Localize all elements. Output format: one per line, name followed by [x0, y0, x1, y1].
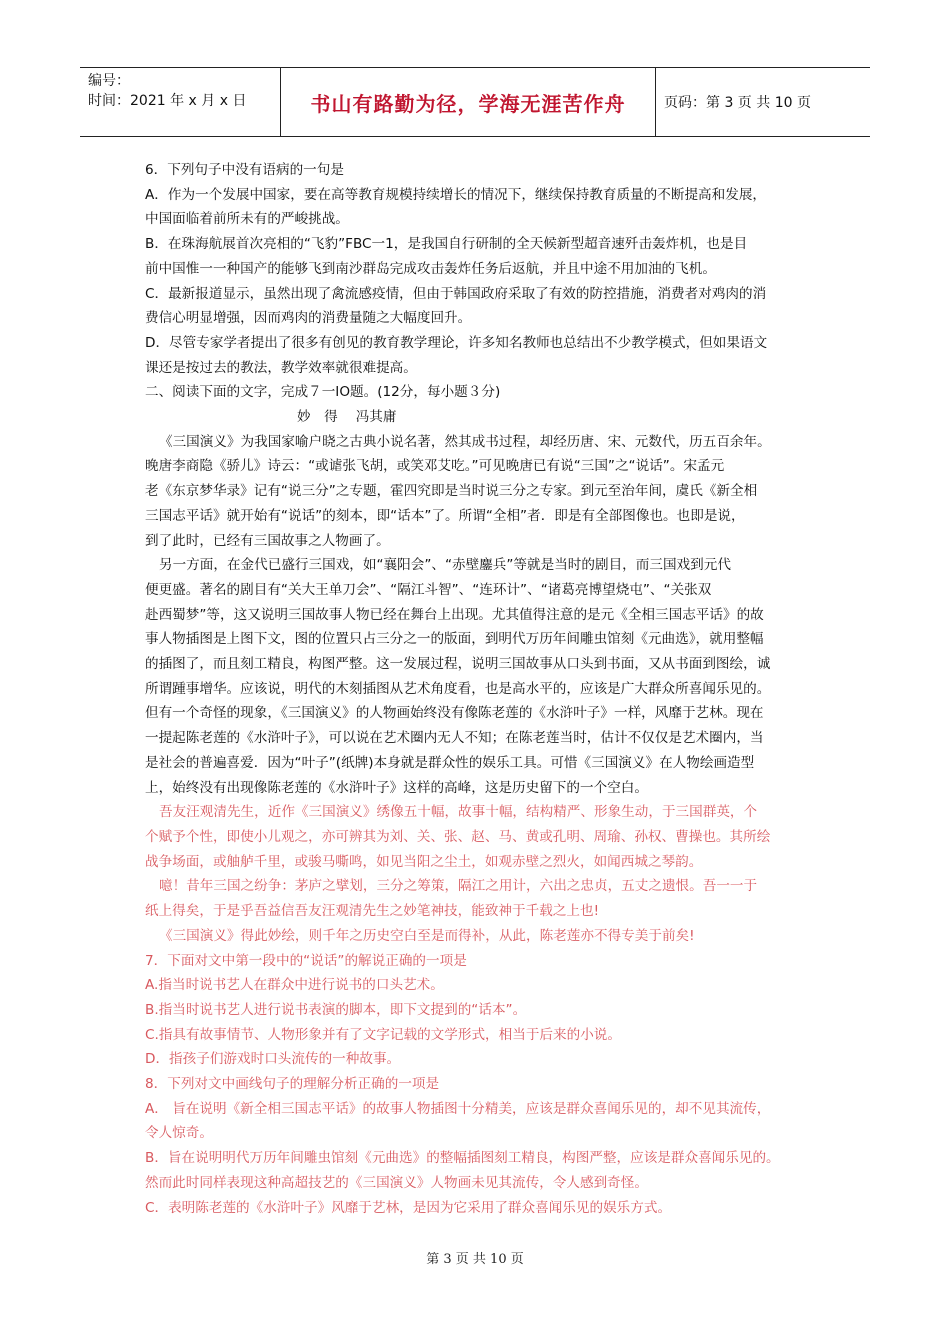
question-6-option-a: A．作为一个发展中国家，要在高等教育规模持续增长的情况下，继续保持教育质量的不断提高和发展，: [145, 186, 767, 203]
document-number: 编号：: [88, 73, 130, 89]
article-paragraph-line: 晚唐李商隐《骄儿》诗云：“或谑张飞胡，或笑邓艾吃。”可见晚唐已有说“三国”之“说话”。宋孟元: [145, 458, 725, 475]
question-6-option-c: C．最新报道显示，虽然出现了禽流感疫情，但由于韩国政府采取了有效的防控措施，消费者对鸡肉的消: [145, 285, 767, 302]
question-6-option-c-cont: 费信心明显增强，因而鸡肉的消费量随之大幅度回升。: [145, 310, 472, 327]
article-paragraph-line: 三国志平话》就开始有“说话”的刻本，即“话本”了。所谓“全相”者．即是有全部图像也。也即是说，: [145, 507, 745, 524]
article-title: 妙 得 冯其庸: [297, 409, 397, 426]
question-8-option-b-cont: 然而此时同样表现这种高超技艺的《三国演义》人物画未见其流传，令人感到奇怪。: [145, 1174, 648, 1191]
article-paragraph-line: 事人物插图是上图下文，图的位置只占三分之一的版面，到明代万历年间雕虫馆刻《元曲选》，就用整幅: [145, 631, 764, 648]
question-7-option-b: B.指当时说书艺人进行说书表演的脚本，即下文提到的“话本”。: [145, 1001, 527, 1018]
question-6-option-d-cont: 课还是按过去的教法，教学效率就很难提高。: [145, 359, 417, 376]
article-paragraph-line-red: 纸上得矣，于是乎吾益信吾友汪观清先生之妙笔神技，能致神于千载之上也!: [145, 903, 600, 920]
article-paragraph-line-red: 个赋予个性，即使小儿观之，亦可辨其为刘、关、张、赵、马、黄或孔明、周瑜、孙权、曹操也。其所绘: [145, 828, 771, 845]
question-8-option-a: A． 旨在说明《新全相三国志平话》的故事人物插图十分精美，应该是群众喜闻乐见的，却不见其流传，: [145, 1100, 771, 1117]
article-paragraph-line-red: 噫！昔年三国之纷争：茅庐之擘划，三分之筹策，隔江之用计，六出之忠贞，五丈之遗恨。吾一一于: [159, 878, 758, 895]
document-body: [145, 158, 815, 1220]
question-6-option-a-cont: 中国面临着前所未有的严峻挑战。: [145, 211, 349, 228]
article-paragraph-line: 《三国演义》为我国家喻户晓之古典小说名著，然其成书过程，却经历唐、宋、元数代，历五百余年。: [159, 433, 771, 450]
question-8-stem: 8．下列对文中画线句子的理解分析正确的一项是: [145, 1076, 440, 1093]
article-paragraph-line: 赴西蜀梦”等，这又说明三国故事人物已经在舞台上出现。尤其值得注意的是元《全相三国志平话》的故: [145, 606, 764, 623]
article-paragraph-line-red: 战争场面，或舳舻千里，或骏马嘶鸣，如见当阳之尘土，如观赤壁之烈火，如闻西城之琴韵。: [145, 853, 703, 870]
article-paragraph-line: 的插图了，而且刻工精良，构图严整。这一发展过程，说明三国故事从口头到书面，又从书面到图绘，诚: [145, 656, 771, 673]
header-motto: 书山有路勤为径，学海无涯苦作舟: [281, 68, 656, 136]
article-paragraph-line: 到了此时，已经有三国故事之人物画了。: [145, 532, 390, 549]
question-8-option-c: C．表明陈老莲的《水浒叶子》风靡于艺林，是因为它采用了群众喜闻乐见的娱乐方式。: [145, 1199, 672, 1216]
article-paragraph-line-red: 《三国演义》得此妙绘，则千年之历史空白至是而得补，从此，陈老莲亦不得专美于前矣!: [159, 927, 695, 944]
article-paragraph-line: 是社会的普遍喜爱．因为“叶子”(纸牌)本身就是群众性的娱乐工具。可惜《三国演义》在人物绘画造型: [145, 754, 755, 771]
header-page-info: 页码：第 3 页 共 10 页: [664, 95, 811, 111]
section-2-heading: 二、阅读下面的文字，完成７一IO题。(12分，每小题３分): [145, 384, 501, 401]
question-6-option-b: B．在珠海航展首次亮相的“飞豹”FBC一1，是我国自行研制的全天候新型超音速歼击轰炸机，也是目: [145, 236, 748, 253]
question-7-option-a: A.指当时说书艺人在群众中进行说书的口头艺术。: [145, 977, 444, 994]
article-paragraph-line: 上，始终没有出现像陈老莲的《水浒叶子》这样的高峰，这是历史留下的一个空白。: [145, 779, 648, 796]
question-8-option-a-cont: 令人惊奇。: [145, 1125, 213, 1142]
document-date: 时间：2021 年 x 月 x 日: [88, 93, 247, 109]
question-6-stem: 6．下列句子中没有语病的一句是: [145, 162, 344, 178]
article-paragraph-line: 所谓踵事增华。应该说，明代的木刻插图从艺术角度看，也是高水平的，应该是广大群众所喜闻乐见的。: [145, 680, 771, 697]
article-paragraph-line-red: 吾友汪观清先生，近作《三国演义》绣像五十幅，故事十幅，结构精严、形象生动，于三国群英，个: [159, 804, 758, 821]
article-paragraph-line: 但有一个奇怪的现象，《三国演义》的人物画始终没有像陈老莲的《水浒叶子》一样，风靡于艺林。现在: [145, 705, 764, 722]
question-8-option-b: B．旨在说明明代万历年间雕虫馆刻《元曲选》的整幅插图刻工精良，构图严整，应该是群众喜闻乐见的。: [145, 1150, 780, 1167]
question-7-stem: 7．下面对文中第一段中的“说话”的解说正确的一项是: [145, 952, 467, 969]
article-paragraph-line: 便更盛。著名的剧目有“关大王单刀会”、“隔江斗智”、“连环计”、“诸葛亮博望烧屯”、“关张双: [145, 581, 712, 598]
article-paragraph-line: 一提起陈老莲的《水浒叶子》，可以说在艺术圈内无人不知；在陈老莲当时，估计不仅仅是艺术圈内，当: [145, 730, 764, 747]
header-left-cell: [80, 68, 281, 136]
page-header: [80, 67, 870, 137]
question-7-option-c: C.指具有故事情节、人物形象并有了文字记载的文学形式，相当于后来的小说。: [145, 1026, 621, 1043]
article-paragraph-line: 老《东京梦华录》记有“说三分”之专题，霍四究即是当时说三分之专家。到元至治年间，虞氏《新全相: [145, 483, 758, 500]
question-6-option-d: D．尽管专家学者提出了很多有创见的教育教学理论，许多知名教师也总结出不少教学模式，但如果语文: [145, 334, 768, 351]
question-7-option-d: D．指孩子们游戏时口头流传的一种故事。: [145, 1051, 401, 1068]
article-paragraph-line: 另一方面，在金代已盛行三国戏，如“襄阳会”、“赤壁鏖兵”等就是当时的剧目，而三国戏到元代: [159, 557, 731, 574]
page-footer: 第 3 页 共 10 页: [426, 1252, 524, 1267]
question-6-option-b-cont: 前中国惟一一种国产的能够飞到南沙群岛完成攻击轰炸任务后返航，并且中途不用加油的飞机。: [145, 260, 716, 277]
